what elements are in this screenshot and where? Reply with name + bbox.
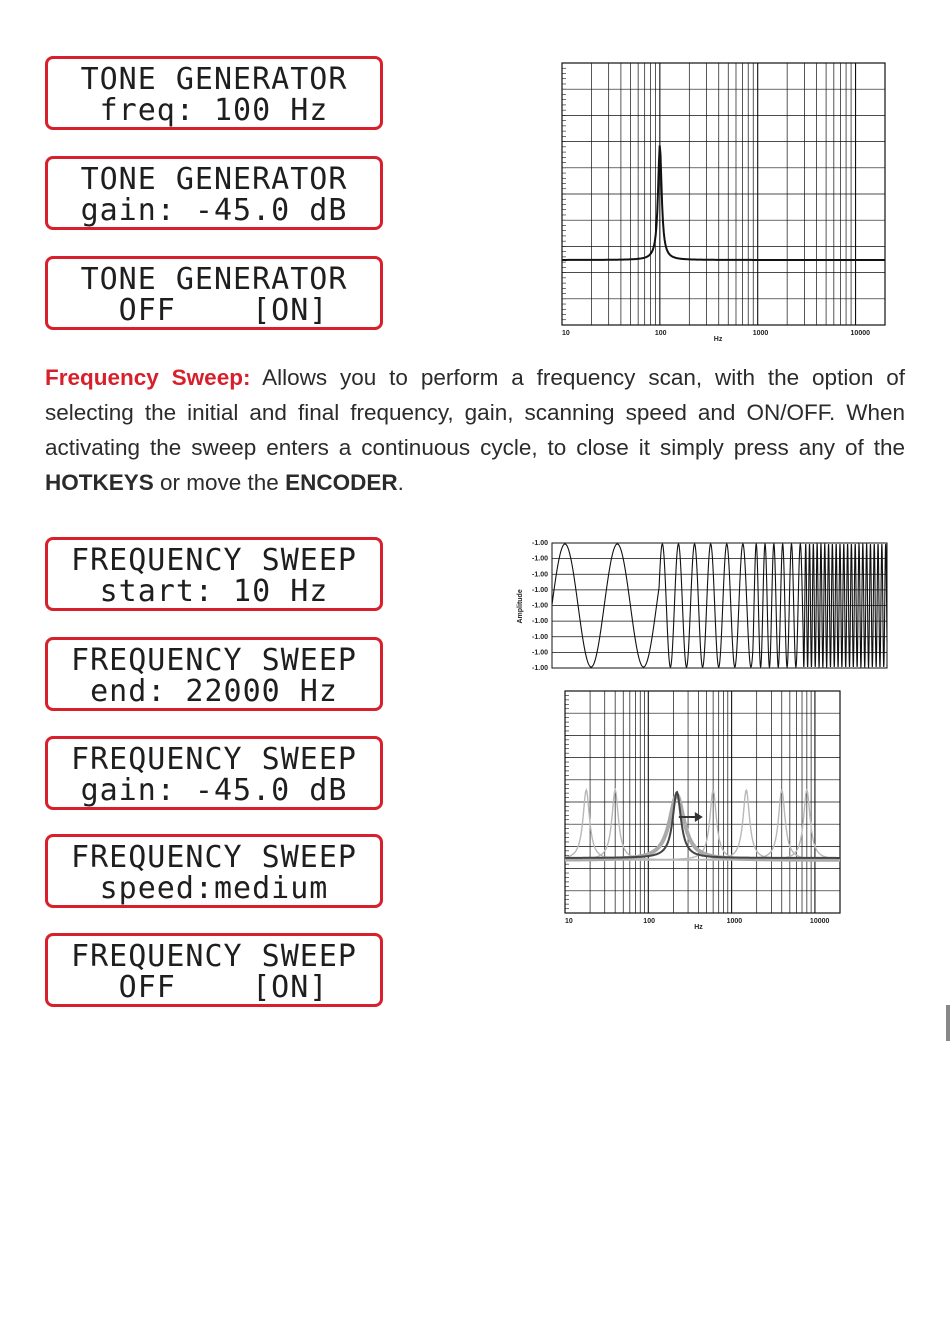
lcd-line-1: TONE GENERATOR <box>80 262 348 297</box>
chart3-xtick-label: 100 <box>643 918 655 925</box>
description-text-3: . <box>397 470 404 495</box>
hotkeys-term: HOTKEYS <box>45 470 154 495</box>
lcd-line-2: speed:medium <box>99 871 329 906</box>
lcd-line-2: OFF [ON] <box>99 970 329 1005</box>
frequency-sweep-heading: Frequency Sweep: <box>45 365 251 390</box>
chart3-xtick-label: 10000 <box>809 918 830 925</box>
lcd-line-2: gain: -45.0 dB <box>80 193 348 228</box>
lcd-line-2: end: 22000 Hz <box>90 674 338 709</box>
waveform-ytick-label: -1.00 <box>532 571 548 579</box>
waveform-ytick-label: -1.00 <box>532 633 548 641</box>
lcd-line-1: FREQUENCY SWEEP <box>71 840 357 875</box>
waveform-ytick-label: -1.00 <box>532 540 548 547</box>
lcd-line-1: FREQUENCY SWEEP <box>71 939 357 974</box>
lcd-line-1: FREQUENCY SWEEP <box>71 742 357 777</box>
description-text-1: Allows you to perform a frequency scan, with the option of selecting the initial and final frequency, gain, scanning speed and ON/OFF. When activating the sweep enters a continuous cycle, to close it simply press any of the <box>45 365 906 460</box>
lcd-line-1: FREQUENCY SWEEP <box>71 643 357 678</box>
waveform-ylabel: Amplitude <box>517 589 524 624</box>
waveform-ytick-label: -1.00 <box>532 586 548 594</box>
chart1-xlabel: Hz <box>713 336 723 343</box>
waveform-ytick-label: -1.00 <box>532 665 548 672</box>
lcd-line-2: gain: -45.0 dB <box>80 773 348 808</box>
waveform-ytick-label: -1.00 <box>532 602 548 610</box>
page-edge-mark <box>946 1005 950 1041</box>
chart1-xtick-label: 10000 <box>850 330 871 337</box>
waveform-ytick-label: -1.00 <box>532 618 548 626</box>
chart3-xlabel: Hz <box>694 924 703 931</box>
lcd-line-1: FREQUENCY SWEEP <box>71 543 357 578</box>
chart1-xtick-label: 1000 <box>752 330 769 337</box>
chart3-xtick-label: 10 <box>565 918 573 925</box>
ghost-peak-line <box>565 790 840 860</box>
description-text-2: or move the <box>153 470 286 495</box>
chart3-xtick-label: 1000 <box>726 918 743 925</box>
lcd-line-2: OFF [ON] <box>99 293 329 328</box>
waveform-ytick-label: -1.00 <box>532 649 548 657</box>
sweep-arrow-head <box>695 812 703 822</box>
chart1-xtick-label: 100 <box>654 330 667 337</box>
lcd-line-2: freq: 100 Hz <box>99 93 329 128</box>
lcd-line-1: TONE GENERATOR <box>80 162 348 197</box>
waveform-ytick-label: -1.00 <box>532 555 548 563</box>
chart1-xtick-label: 10 <box>562 330 570 337</box>
sweep-onoff-screen <box>45 933 383 1007</box>
lcd-line-2: start: 10 Hz <box>99 574 329 609</box>
lcd-line-1: TONE GENERATOR <box>80 62 348 97</box>
encoder-term: ENCODER <box>285 470 398 495</box>
